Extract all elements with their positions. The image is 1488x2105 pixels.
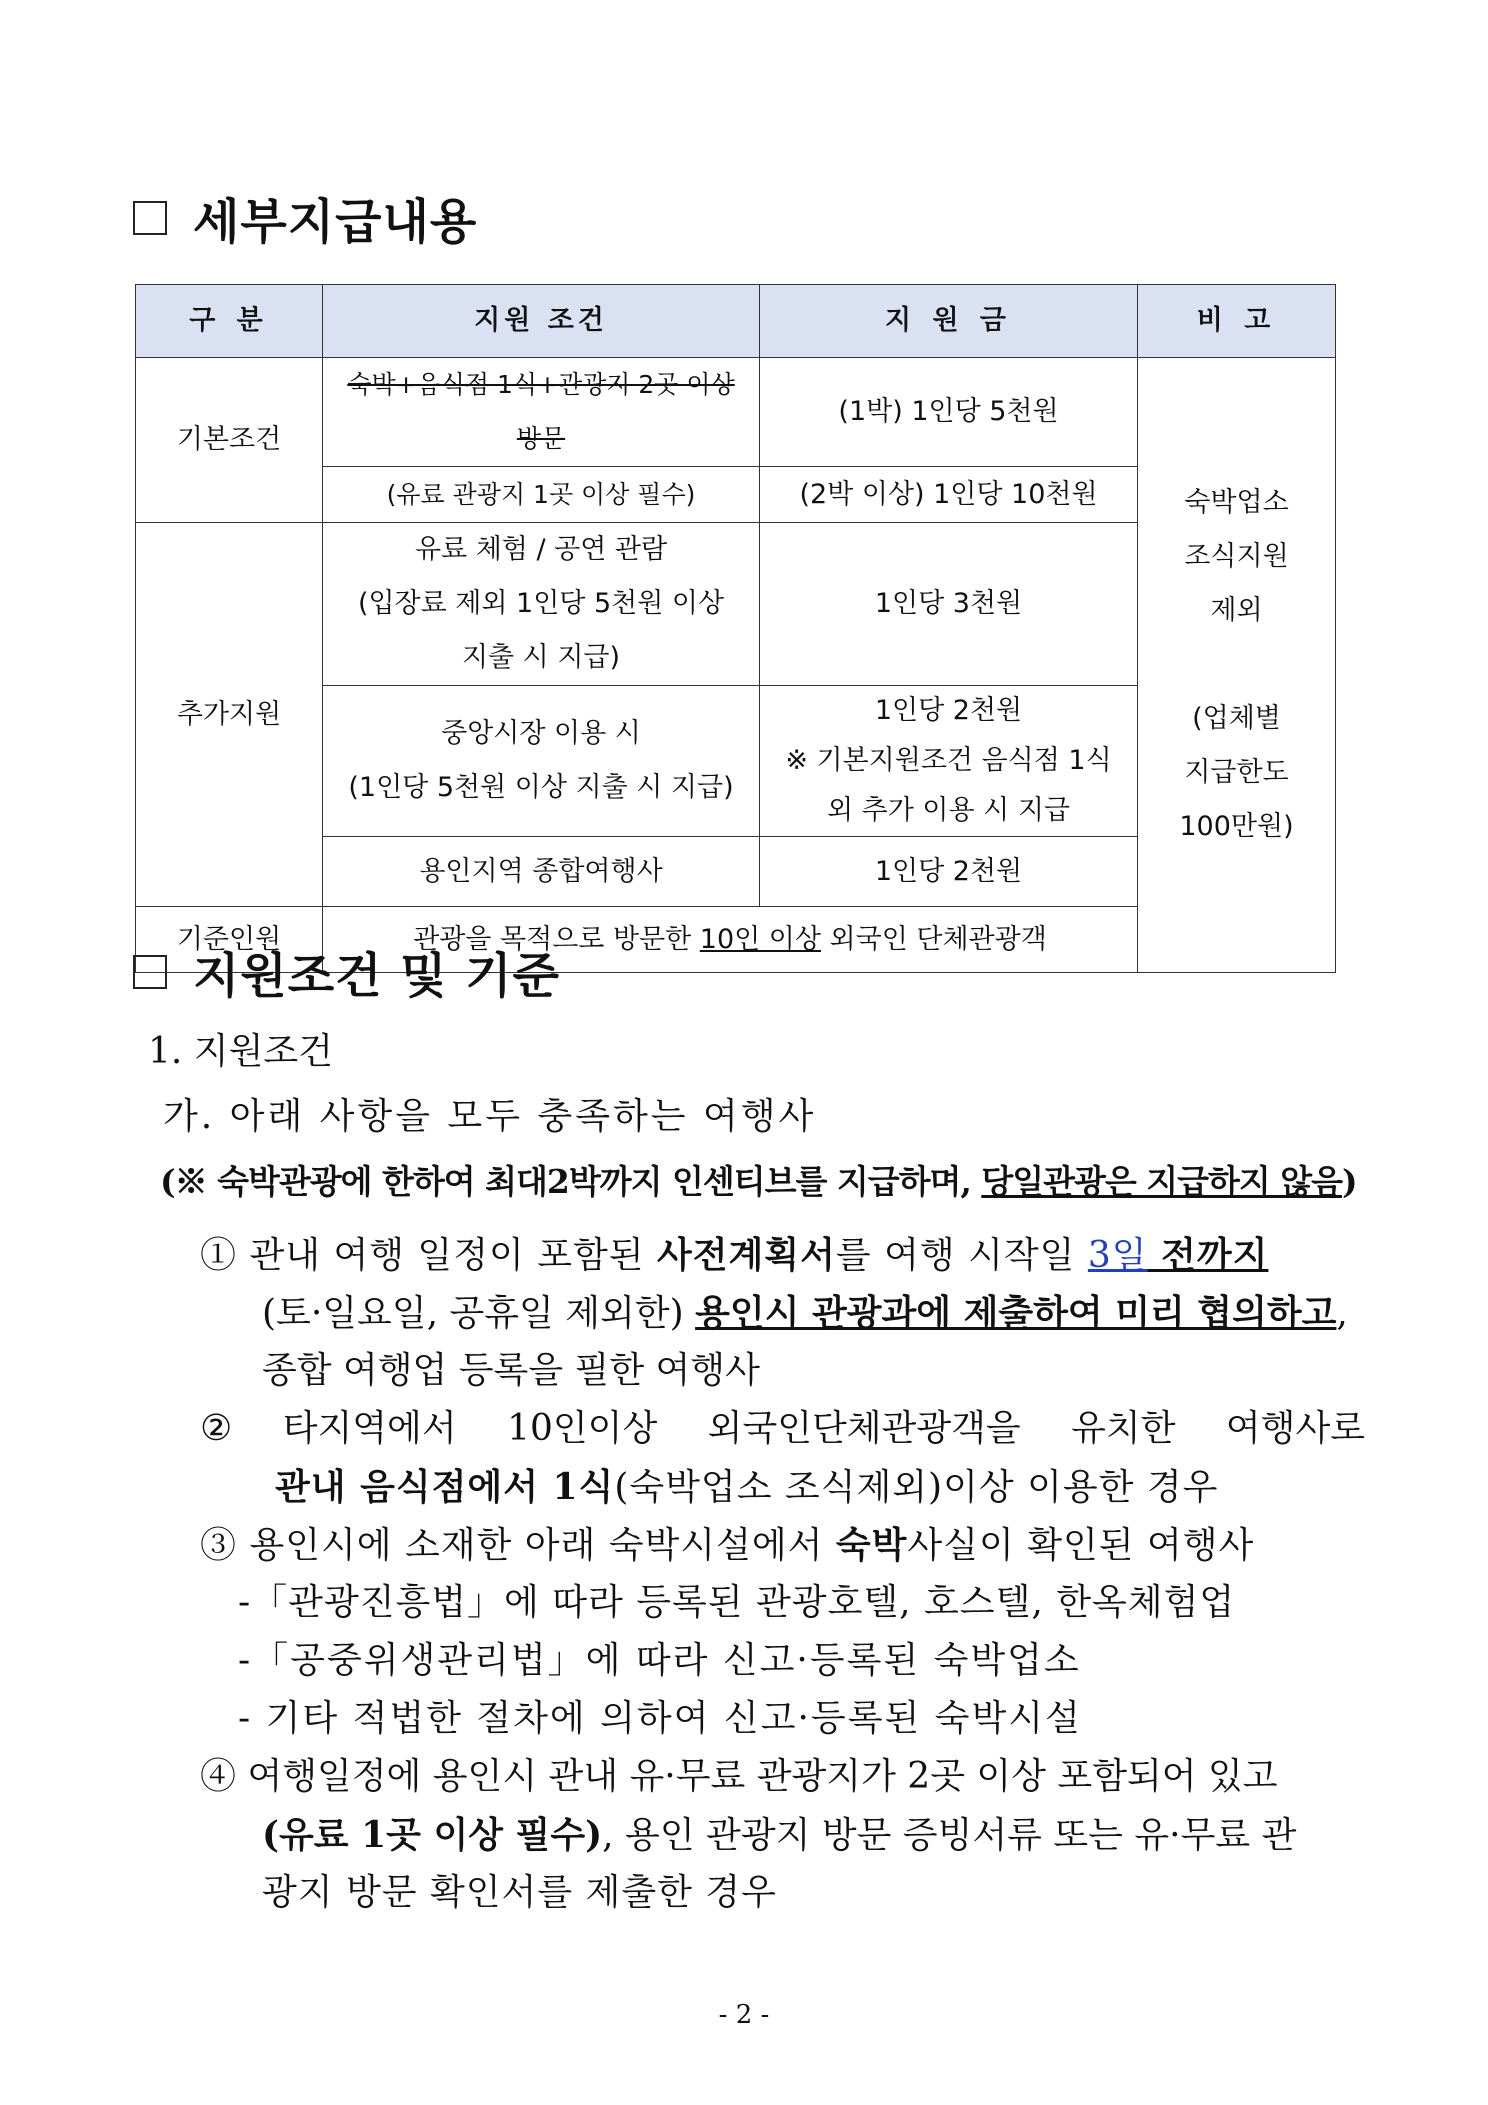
table-row: [136, 358, 1336, 467]
text-bold: 숙박: [835, 1524, 908, 1566]
cond-line: 유료 체험 / 공연 관람: [414, 534, 668, 565]
condition-4-line-3: 광지 방문 확인서를 제출한 경우: [262, 1872, 777, 1913]
standard-text-post: 외국인 단체관광객: [820, 923, 1047, 955]
word: 타지역에서: [282, 1408, 457, 1449]
text-bold-underlined: 전까지: [1147, 1234, 1269, 1276]
cell-extra-category: 추가지원: [136, 523, 323, 907]
cond-line: 중앙시장 이용 시: [441, 718, 641, 749]
cond-line: 지출 시 지급): [461, 642, 621, 673]
remark-line: (업체별: [1192, 703, 1281, 734]
page-number: - 2 -: [718, 2000, 770, 2030]
text: ,: [1336, 1293, 1348, 1334]
section-heading-payment: [133, 183, 477, 252]
cell-basic-cond2: (유료 관광지 1곳 이상 필수): [323, 467, 760, 523]
cell-basic-amount2: (2박 이상) 1인당 10천원: [760, 467, 1138, 523]
condition-1-line-2: [262, 1291, 1348, 1336]
standard-text-underlined: 10인 이상: [699, 923, 821, 955]
cell-basic-category: 기본조건: [136, 358, 323, 523]
text-bold: (유료 1곳 이상 필수): [262, 1814, 603, 1856]
remark-line: 숙박업소: [1184, 487, 1289, 518]
cell-extra-row3-amount: 1인당 2천원: [760, 837, 1138, 907]
checkbox-square-icon: [133, 201, 167, 235]
item-1: 1. 지원조건: [148, 1031, 333, 1072]
text: 를 여행 시작일: [835, 1235, 1088, 1276]
text-highlight: 3일: [1087, 1235, 1148, 1276]
text: ③ 용인시에 소재한 아래 숙박시설에서: [200, 1525, 836, 1566]
text-bold: 사전계획서: [656, 1234, 836, 1276]
text-bold-underlined: 용인시 관광과에 제출하여 미리 협의하고: [695, 1292, 1337, 1334]
word: ②: [200, 1408, 233, 1449]
header-category: 구 분: [136, 285, 323, 358]
section-heading-criteria: [133, 937, 560, 1006]
cell-extra-row2-amount: [760, 686, 1138, 837]
note-text-underlined: 당일관광은 지급하지 않음: [981, 1162, 1342, 1201]
cond-line: (입장료 제외 1인당 5천원 이상: [357, 588, 725, 619]
cond-line: (1인당 5천원 이상 지출 시 지급): [348, 772, 734, 803]
condition-1-line-1: [200, 1233, 1268, 1278]
word: 유치한: [1071, 1408, 1176, 1449]
remark-spacer: [1148, 638, 1325, 692]
condition-3-line-1: [200, 1523, 1254, 1568]
amount-line: 외 추가 이용 시 지급: [827, 795, 1070, 826]
word: 10인이상: [507, 1408, 658, 1449]
header-amount: 지 원 금: [760, 285, 1138, 358]
remark-line: 제외: [1210, 595, 1263, 626]
text: 사실이 확인된 여행사: [907, 1525, 1255, 1566]
header-condition: 지원 조건: [323, 285, 760, 358]
word: 여행사로: [1225, 1408, 1365, 1449]
text: , 용인 관광지 방문 증빙서류 또는 유·무료 관: [602, 1815, 1297, 1856]
word: 외국인단체관광객을: [707, 1408, 1021, 1449]
amount-line: 1인당 2천원: [874, 695, 1023, 726]
section-title: 지원조건 및 기준: [193, 948, 560, 1004]
condition-2-line-2: [275, 1465, 1218, 1510]
section-title: 세부지급내용: [193, 194, 478, 250]
condition-3-dash-2: -「공중위생관리법」에 따라 신고·등록된 숙박업소: [238, 1640, 1081, 1681]
condition-2-line-1: [200, 1407, 1365, 1451]
condition-3-dash-1: -「관광진흥법」에 따라 등록된 관광호텔, 호스텔, 한옥체험업: [238, 1582, 1236, 1623]
note-line: [160, 1160, 1357, 1204]
text: (토·일요일, 공휴일 제외한): [262, 1293, 696, 1334]
note-text-end: ): [1341, 1162, 1357, 1201]
remark-line: 100만원): [1179, 811, 1294, 842]
cell-standard-category: 기준인원: [136, 907, 323, 973]
cell-extra-row1-cond: [323, 523, 760, 686]
text: (숙박업소 조식제외)이상 이용한 경우: [614, 1467, 1219, 1508]
checkbox-square-icon: [133, 955, 167, 989]
remark-line: 지급한도: [1184, 757, 1289, 788]
cell-extra-row3-cond: 용인지역 종합여행사: [323, 837, 760, 907]
table-header-row: [136, 285, 1336, 358]
text-bold: 관내 음식점에서 1식: [275, 1466, 615, 1508]
cell-extra-row2-cond: [323, 686, 760, 837]
condition-1-line-3: 종합 여행업 등록을 필한 여행사: [262, 1350, 760, 1391]
note-text: (※ 숙박관광에 한하여 최대2박까지 인센티브를 지급하며,: [160, 1162, 982, 1201]
condition-3-dash-3: - 기타 적법한 절차에 의하여 신고·등록된 숙박시설: [238, 1698, 1082, 1739]
condition-4-line-2: [262, 1813, 1296, 1858]
header-remark: 비 고: [1138, 285, 1336, 358]
standard-text-pre: 관광을 목적으로 방문한: [413, 923, 700, 955]
cell-extra-row1-amount: 1인당 3천원: [760, 523, 1138, 686]
payment-table: [135, 284, 1336, 973]
item-1a: 가. 아래 사항을 모두 충족하는 여행사: [163, 1096, 817, 1137]
cell-remark: [1138, 358, 1336, 973]
condition-4-line-1: ④ 여행일정에 용인시 관내 유·무료 관광지가 2곳 이상 포함되어 있고: [200, 1756, 1278, 1797]
amount-line: ※ 기본지원조건 음식점 1식: [785, 745, 1112, 776]
text: ① 관내 여행 일정이 포함된: [200, 1235, 657, 1276]
cell-basic-amount1: (1박) 1인당 5천원: [760, 358, 1138, 467]
remark-line: 조식지원: [1184, 541, 1289, 572]
cell-basic-cond1: 숙박+음식점 1식+관광지 2곳 이상 방문: [323, 358, 760, 467]
